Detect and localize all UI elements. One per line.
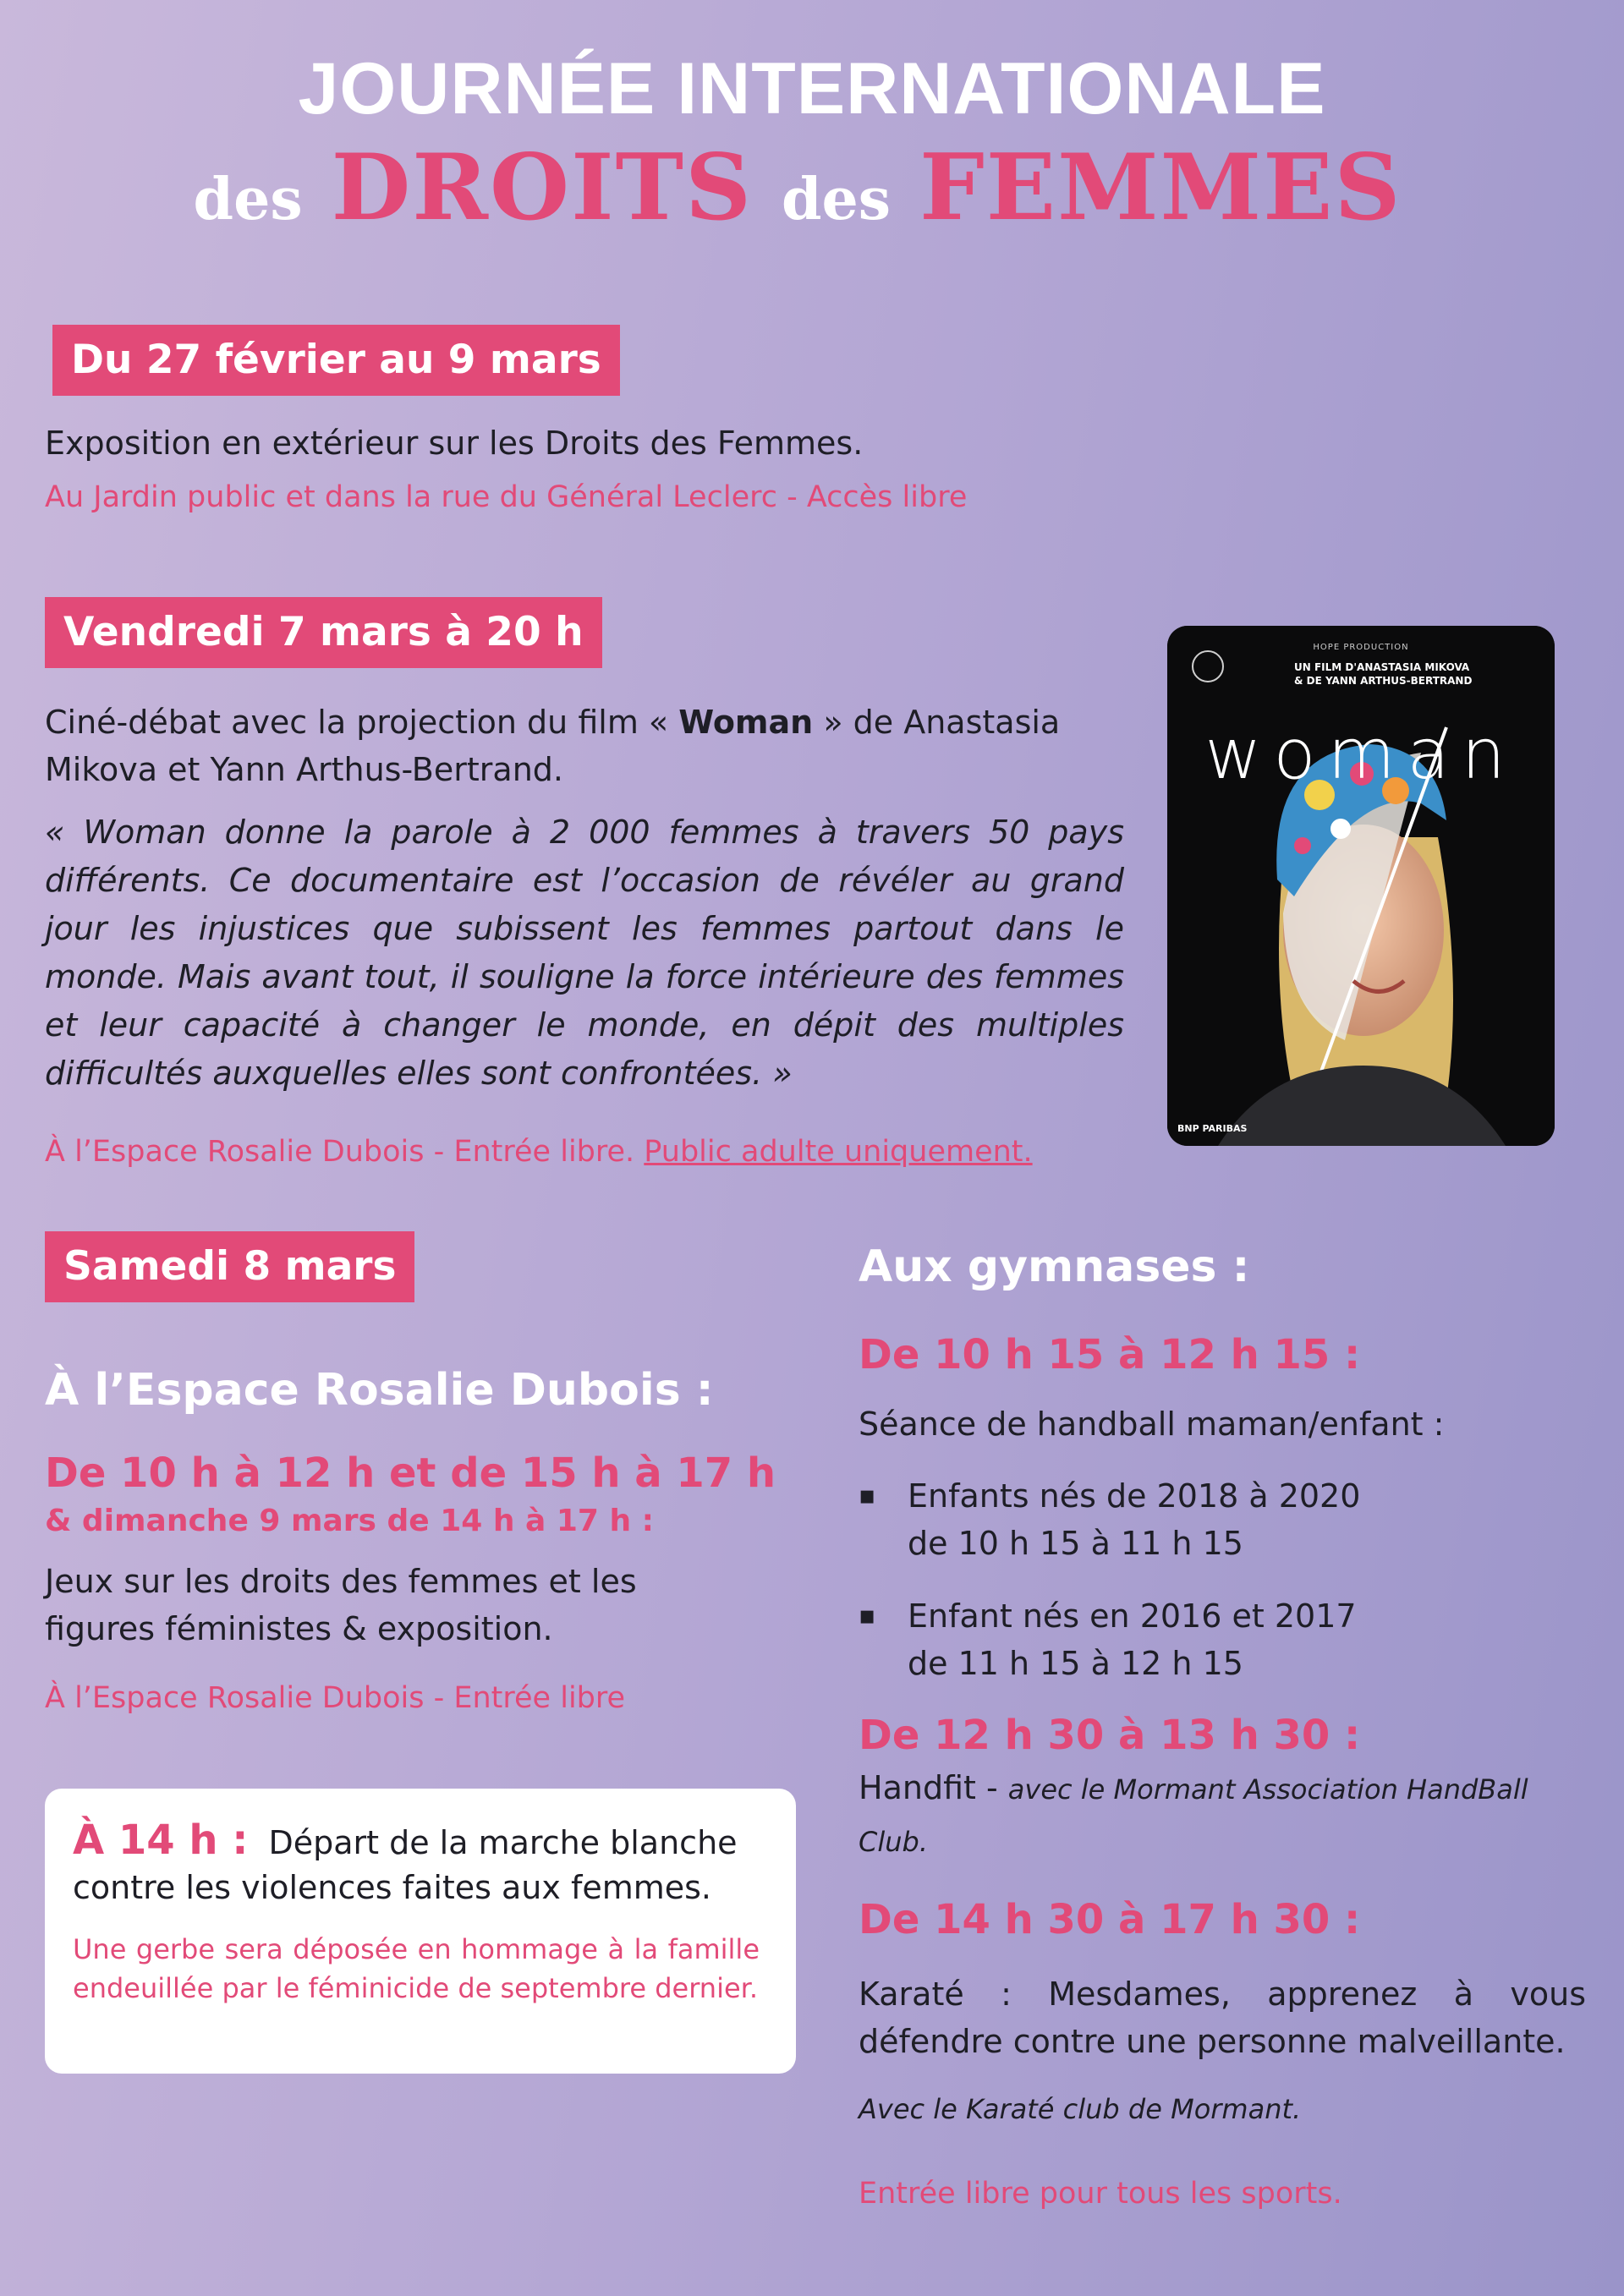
intro-before: Ciné-débat avec la projection du film « (45, 704, 679, 741)
gym-slot2-text (859, 1764, 1586, 1871)
poster-title: woman (1204, 715, 1517, 795)
poster-credit-2: & DE YANN ARTHUS-BERTRAND (1294, 675, 1473, 687)
title-femmes: FEMMES (919, 134, 1402, 241)
gym-slot3-time: De 14 h 30 à 17 h 30 : (859, 1896, 1361, 1943)
gym-bullet-list (859, 1472, 1603, 1687)
date-badge-cine-debat: Vendredi 7 mars à 20 h (45, 597, 602, 668)
poster-producer: HOPE PRODUCTION (1313, 643, 1409, 652)
title-line2 (0, 134, 1624, 241)
march-text-1: Départ de la marche blanche (268, 1824, 738, 1861)
woman-film-poster (1167, 626, 1555, 1146)
date-badge-exhibition: Du 27 février au 9 mars (52, 325, 620, 396)
bullet-marker: ▪ (859, 1481, 876, 1510)
espace-hours-sunday: & dimanche 9 mars de 14 h à 17 h : (45, 1504, 655, 1538)
film-title: Woman (678, 704, 814, 741)
adult-only-note: Public adulte uniquement. (644, 1135, 1033, 1169)
slot2-name: Handfit - (859, 1769, 1008, 1806)
gym-slot2-time: De 12 h 30 à 13 h 30 : (859, 1712, 1361, 1759)
gym-slot1-time: De 10 h 15 à 12 h 15 : (859, 1331, 1361, 1378)
list-item (859, 1592, 1603, 1687)
poster-credit-1: UN FILM D'ANASTASIA MIKOVA (1294, 661, 1470, 673)
poster-artwork (1167, 626, 1555, 1146)
exhibition-text: Exposition en extérieur sur les Droits des Femmes. (45, 425, 864, 462)
bullet-marker: ▪ (859, 1601, 876, 1630)
bullet-line2: de 11 h 15 à 12 h 15 (908, 1645, 1243, 1682)
title-des-1: des (193, 166, 303, 233)
march-text-2: contre les violences faites aux femmes. (73, 1869, 712, 1906)
title-des-2: des (781, 166, 892, 233)
march-note: Une gerbe sera déposée en hommage à la famille endeuillée par le féminicide de septembre dernier. (73, 1933, 760, 2004)
espace-activity: Jeux sur les droits des femmes et les figures féministes & exposition. (45, 1563, 637, 1647)
location-before: À l’Espace Rosalie Dubois - Entrée libre. (45, 1135, 645, 1169)
march-time: À 14 h : (73, 1817, 249, 1864)
bullet-line2: de 10 h 15 à 11 h 15 (908, 1525, 1243, 1562)
gym-slot3-club: Avec le Karaté club de Mormant. (859, 2093, 1302, 2125)
list-item (859, 1472, 1603, 1567)
date-badge-samedi: Samedi 8 mars (45, 1231, 414, 1302)
gym-footer: Entrée libre pour tous les sports. (859, 2177, 1342, 2211)
title-droits: DROITS (331, 134, 753, 241)
title-line1: JOURNÉE INTERNATIONALE (298, 48, 1326, 129)
espace-rosalie-heading: À l’Espace Rosalie Dubois : (45, 1365, 714, 1416)
cine-debat-intro (45, 699, 1136, 793)
slot3-name: Karaté : (859, 1975, 1012, 2013)
gym-slot1-text: Séance de handball maman/enfant : (859, 1406, 1445, 1443)
slot3-desc: Mesdames, apprenez à vous défendre contre une personne malveillante. (859, 1975, 1587, 2060)
bullet-line1: Enfants nés de 2018 à 2020 (908, 1477, 1361, 1515)
exhibition-location: Au Jardin public et dans la rue du Général Leclerc - Accès libre (45, 480, 968, 514)
intro-after: » de Anastasia Mikova et Yann Arthus-Bertrand. (45, 704, 1061, 788)
espace-hours: De 10 h à 12 h et de 15 h à 17 h (45, 1449, 776, 1497)
espace-location: À l’Espace Rosalie Dubois - Entrée libre (45, 1681, 626, 1715)
gym-slot3-text (859, 1970, 1586, 2065)
poster-sponsor: BNP PARIBAS (1177, 1123, 1248, 1134)
film-quote: « Woman donne la parole à 2 000 femmes à travers 50 pays différents. Ce documentaire est l’occasion de révéler au grand jour les injustices que subissent les femmes partout dans le monde. Mais avant tout, il souligne la force intérieure des femmes et leur capacité à changer le monde, en dépit des multiples difficultés auxquelles elles sont confrontées. » (45, 814, 1124, 1092)
slot2-club: avec le Mormant Association HandBall Club. (859, 1773, 1528, 1858)
gym-heading: Aux gymnases : (859, 1241, 1250, 1292)
bullet-line1: Enfant nés en 2016 et 2017 (908, 1597, 1357, 1635)
cine-debat-location (45, 1130, 1144, 1174)
